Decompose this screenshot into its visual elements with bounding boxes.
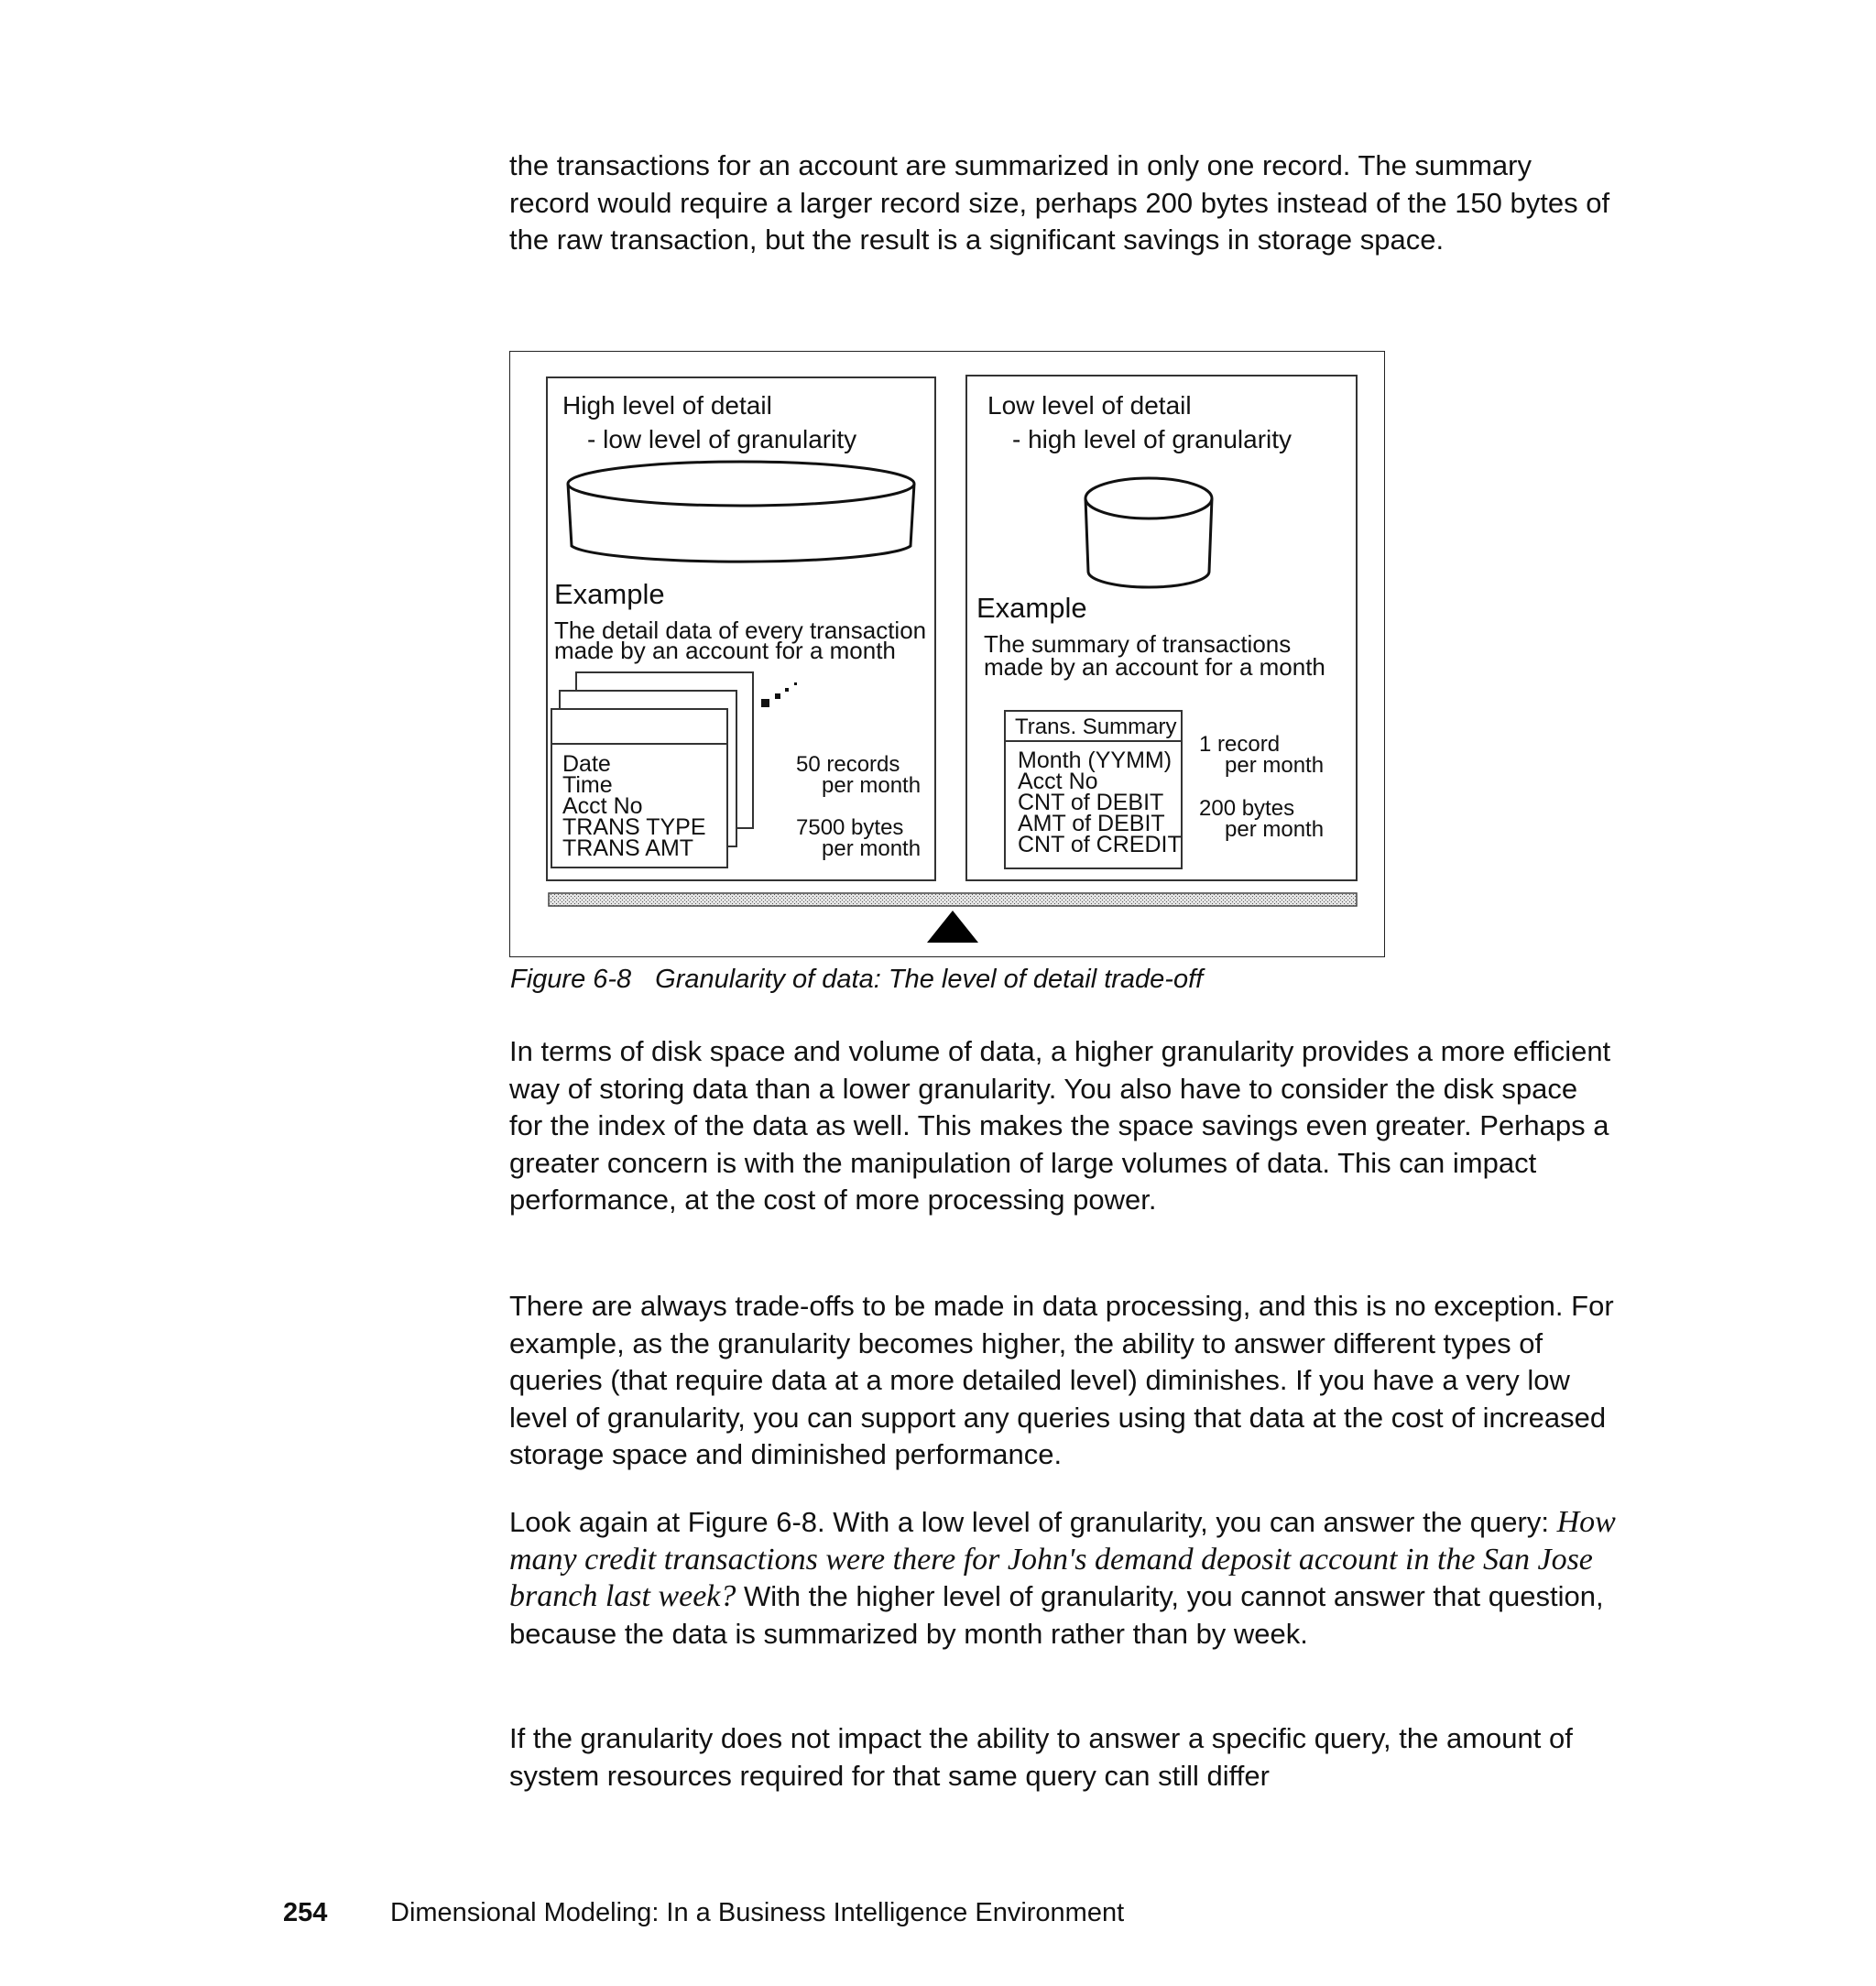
svg-text:7500 bytes: 7500 bytes xyxy=(796,815,904,840)
svg-text:AMT of DEBIT: AMT of DEBIT xyxy=(1018,811,1165,836)
small-database-icon xyxy=(1085,478,1212,587)
left-panel-title: High level of detail xyxy=(562,391,772,420)
svg-text:Date: Date xyxy=(562,751,611,777)
balance-beam xyxy=(549,893,1357,906)
figure-granularity xyxy=(509,351,1385,957)
right-example-heading: Example xyxy=(976,592,1087,624)
left-panel-subtitle: - low level of granularity xyxy=(587,425,857,453)
right-stats xyxy=(1199,732,1324,842)
svg-text:TRANS AMT: TRANS AMT xyxy=(562,835,694,861)
svg-text:Acct No: Acct No xyxy=(1018,769,1098,794)
left-example-line2: made by an account for a month xyxy=(554,637,896,664)
svg-text:50 records: 50 records xyxy=(796,752,900,777)
right-example-line2: made by an account for a month xyxy=(984,653,1325,681)
running-footer-title: Dimensional Modeling: In a Business Intelligence Environment xyxy=(390,1898,1125,1927)
paragraph-2: In terms of disk space and volume of data, a higher granularity provides a more efficient way of storing data than a lower granularity. You also have to consider the disk space for the index of the data as well. This makes the space savings even greater. Perhaps a greater concern is with the manipulation of large volumes of data. This can impact performance, at the cost of more processing power. xyxy=(509,1035,1611,1216)
svg-text:Month (YYMM): Month (YYMM) xyxy=(1018,747,1172,773)
figure-caption-text: Granularity of data: The level of detail trade-off xyxy=(655,965,1204,994)
svg-text:TRANS TYPE: TRANS TYPE xyxy=(562,814,706,840)
paragraph-3: There are always trade-offs to be made in data processing, and this is no exception. For example, as the granularity becomes higher, the ability to answer different types of queries (that require data at a more detailed level) diminishes. If you have a very low level of granularity, you can support any queries using that data at the cost of increased storage space and diminished performance. xyxy=(509,1290,1614,1470)
large-database-icon xyxy=(568,462,914,562)
paragraph-1: the transactions for an account are summarized in only one record. The summary record would require a larger record size, perhaps 200 bytes instead of the 150 bytes of the raw transaction, but the result is a significant savings in storage space. xyxy=(509,149,1610,256)
paragraph-4-start: Look again at Figure 6-8. With a low level of granularity, you can answer the query: xyxy=(509,1506,1557,1538)
left-stats xyxy=(796,752,921,861)
figure-caption-label: Figure 6-8 xyxy=(510,965,632,994)
left-example-line1: The detail data of every transaction xyxy=(554,617,927,644)
paragraph-4-end: With the higher level of granularity, you cannot answer that question, because the data is summarized by month rather than by week. xyxy=(509,1580,1604,1650)
summary-table-header: Trans. Summary xyxy=(1015,715,1177,739)
left-example-heading: Example xyxy=(554,578,665,610)
svg-text:200 bytes: 200 bytes xyxy=(1199,796,1295,821)
svg-text:per month: per month xyxy=(1225,817,1325,842)
paragraph-4-example-query: How many credit transactions were there for John's demand deposit account in the San Jose branch last week? xyxy=(509,1505,1616,1613)
svg-text:Time: Time xyxy=(562,772,613,798)
svg-text:1 record: 1 record xyxy=(1199,732,1281,757)
svg-text:CNT of DEBIT: CNT of DEBIT xyxy=(1018,790,1164,815)
continuation-dots xyxy=(761,682,797,707)
svg-text:CNT of CREDIT: CNT of CREDIT xyxy=(1018,832,1182,857)
paragraph-4 xyxy=(509,1504,1618,1653)
paragraph-5: If the granularity does not impact the ability to answer a specific query, the amount of system resources required for that same query can still differ xyxy=(509,1722,1573,1792)
fulcrum-triangle xyxy=(927,911,978,943)
right-panel-title: Low level of detail xyxy=(987,391,1192,420)
svg-text:per month: per month xyxy=(1225,753,1325,778)
right-record-fields xyxy=(1018,747,1182,857)
svg-text:per month: per month xyxy=(822,773,922,798)
page-number: 254 xyxy=(283,1898,328,1927)
svg-text:Acct No: Acct No xyxy=(562,793,643,819)
figure-caption xyxy=(510,965,1203,995)
right-example-line1: The summary of transactions xyxy=(984,630,1292,658)
svg-text:per month: per month xyxy=(822,836,922,861)
right-panel-subtitle: - high level of granularity xyxy=(1012,425,1292,453)
